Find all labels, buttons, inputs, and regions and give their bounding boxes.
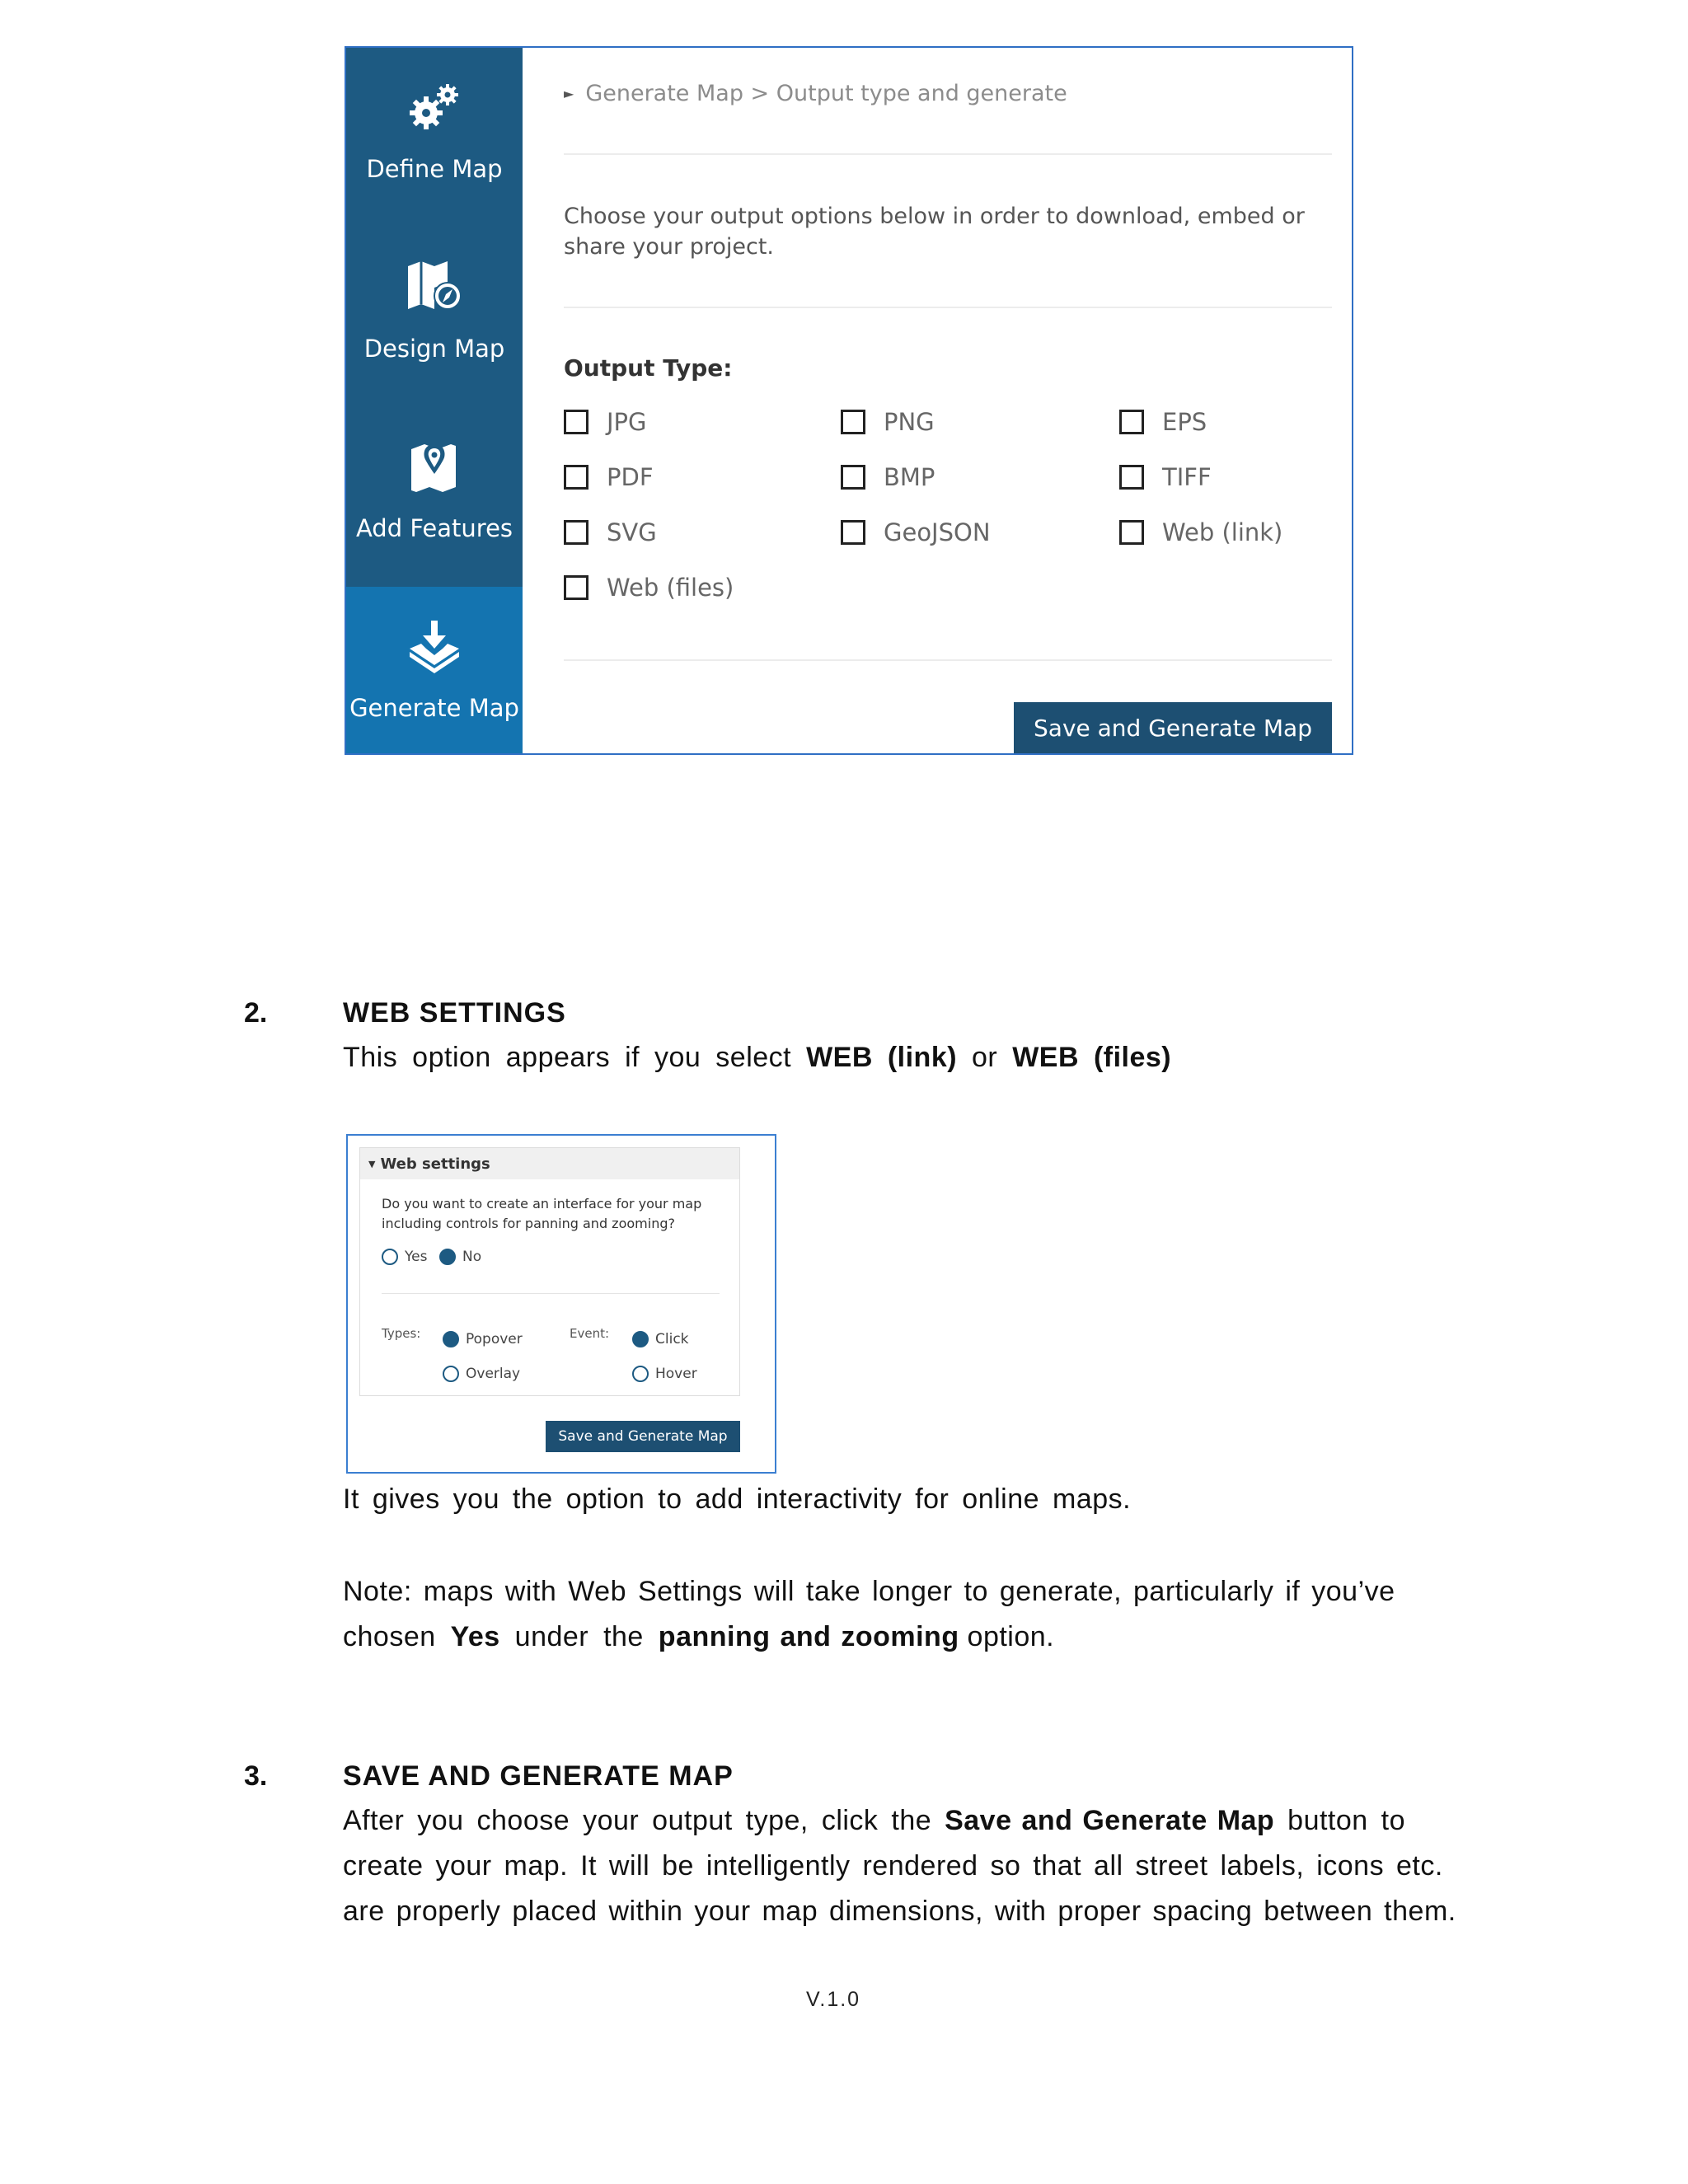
section-number: 2. xyxy=(244,997,268,1029)
note-line-1: Note: maps with Web Settings will take longer to generate, particularly if you’ve xyxy=(343,1576,1395,1607)
text: chosen xyxy=(343,1621,436,1652)
checkbox[interactable] xyxy=(841,465,865,490)
option-geojson[interactable] xyxy=(841,516,991,549)
radio-circle[interactable] xyxy=(632,1331,649,1347)
radio-popover[interactable] xyxy=(443,1331,523,1347)
option-label: Web (files) xyxy=(607,574,734,602)
option-pdf[interactable] xyxy=(564,461,654,494)
divider xyxy=(382,1293,720,1294)
checkbox[interactable] xyxy=(1119,465,1144,490)
option-label: Web (link) xyxy=(1162,518,1283,546)
web-settings-header[interactable] xyxy=(360,1148,739,1179)
checkbox[interactable] xyxy=(564,410,588,434)
sidebar-item-add-features[interactable] xyxy=(346,407,523,587)
bold-text: panning and zooming xyxy=(658,1621,959,1652)
checkbox[interactable] xyxy=(564,520,588,545)
web-settings-card xyxy=(359,1147,740,1396)
caret-down-icon: ▼ xyxy=(368,1158,376,1169)
paragraph-line-2: create your map. It will be intelligently rendered so that all street labels, icons etc. xyxy=(343,1850,1443,1882)
sidebar-item-label: Add Features xyxy=(355,514,513,542)
radio-circle[interactable] xyxy=(439,1249,456,1265)
section-title: WEB SETTINGS xyxy=(343,997,566,1029)
radio-circle[interactable] xyxy=(443,1331,459,1347)
paragraph xyxy=(343,1042,1171,1074)
radio-no[interactable] xyxy=(439,1249,481,1265)
radio-circle[interactable] xyxy=(443,1366,459,1382)
text: After you choose your output type, click the xyxy=(343,1805,932,1836)
caret-right-icon: ► xyxy=(564,86,574,101)
radio-label: Hover xyxy=(655,1366,697,1382)
bold-text: WEB (files) xyxy=(1012,1042,1172,1073)
radio-hover[interactable] xyxy=(632,1366,697,1382)
option-svg[interactable] xyxy=(564,516,657,549)
option-label: TIFF xyxy=(1162,463,1212,491)
note-line-2 xyxy=(343,1621,1054,1653)
save-and-generate-button[interactable]: Save and Generate Map xyxy=(546,1421,740,1452)
types-label: Types: xyxy=(382,1326,421,1341)
radio-circle[interactable] xyxy=(632,1366,649,1382)
generate-map-screenshot xyxy=(345,46,1353,755)
option-tiff[interactable] xyxy=(1119,461,1212,494)
text: button to xyxy=(1287,1805,1405,1836)
radio-label: Yes xyxy=(405,1249,428,1265)
option-label: JPG xyxy=(607,408,647,436)
divider xyxy=(564,153,1332,155)
text xyxy=(959,1621,968,1652)
web-settings-screenshot xyxy=(346,1134,776,1474)
text: or xyxy=(972,1042,998,1073)
section-number: 3. xyxy=(244,1760,268,1792)
output-content xyxy=(523,48,1352,753)
sidebar-item-design-map[interactable] xyxy=(346,227,523,407)
divider xyxy=(564,659,1332,661)
option-web-files[interactable] xyxy=(564,571,734,604)
sidebar-item-label: Design Map xyxy=(363,335,505,363)
radio-overlay[interactable] xyxy=(443,1366,520,1382)
sidebar-item-label: Generate Map xyxy=(349,694,519,722)
divider xyxy=(564,307,1332,308)
intro-text: Choose your output options below in order to download, embed or share your project. xyxy=(564,204,1305,260)
version-footer: V.1.0 xyxy=(806,1988,861,2011)
save-and-generate-button[interactable]: Save and Generate Map xyxy=(1014,702,1332,753)
radio-yes[interactable] xyxy=(382,1249,427,1265)
map-compass-icon xyxy=(346,254,523,320)
panning-question: Do you want to create an interface for your map including controls for panning and zooming? xyxy=(382,1196,702,1231)
breadcrumb xyxy=(564,81,1067,106)
option-web-link[interactable] xyxy=(1119,516,1282,549)
radio-circle[interactable] xyxy=(382,1249,398,1265)
option-label: BMP xyxy=(884,463,935,491)
option-label: SVG xyxy=(607,518,657,546)
option-label: PNG xyxy=(884,408,935,436)
download-tray-icon xyxy=(346,613,523,679)
sidebar-item-label: Define Map xyxy=(366,155,503,183)
checkbox[interactable] xyxy=(841,520,865,545)
option-jpg[interactable] xyxy=(564,405,647,438)
checkbox[interactable] xyxy=(1119,520,1144,545)
bold-text: Save and Generate Map xyxy=(945,1805,1275,1836)
bold-text: WEB (link) xyxy=(806,1042,958,1073)
checkbox[interactable] xyxy=(1119,410,1144,434)
sidebar xyxy=(346,48,523,753)
checkbox[interactable] xyxy=(564,575,588,600)
radio-label: Click xyxy=(655,1331,689,1347)
text: This option appears if you select xyxy=(343,1042,792,1073)
gears-icon xyxy=(346,74,523,140)
radio-label: Popover xyxy=(466,1331,523,1347)
option-label: GeoJSON xyxy=(884,518,991,546)
option-bmp[interactable] xyxy=(841,461,935,494)
radio-click[interactable] xyxy=(632,1331,689,1347)
sidebar-item-define-map[interactable] xyxy=(346,48,523,227)
radio-label: No xyxy=(462,1249,482,1265)
option-png[interactable] xyxy=(841,405,935,438)
bold-text: Yes xyxy=(450,1621,500,1652)
checkbox[interactable] xyxy=(841,410,865,434)
option-eps[interactable] xyxy=(1119,405,1207,438)
map-pin-icon xyxy=(346,434,523,499)
breadcrumb-text: Generate Map > Output type and generate xyxy=(585,81,1067,106)
checkbox[interactable] xyxy=(564,465,588,490)
sidebar-item-generate-map[interactable] xyxy=(346,587,523,755)
header-label: Web settings xyxy=(380,1155,490,1173)
radio-label: Overlay xyxy=(466,1366,521,1382)
option-label: PDF xyxy=(607,463,654,491)
paragraph-line-1 xyxy=(343,1805,1405,1837)
output-type-label: Output Type: xyxy=(564,354,733,382)
event-label: Event: xyxy=(570,1326,610,1341)
text: under the xyxy=(514,1621,644,1652)
paragraph-line-3: are properly placed within your map dimensions, with proper spacing between them. xyxy=(343,1896,1456,1927)
section-title: SAVE AND GENERATE MAP xyxy=(343,1760,734,1792)
option-label: EPS xyxy=(1162,408,1207,436)
paragraph: It gives you the option to add interactivity for online maps. xyxy=(343,1483,1132,1515)
text: option. xyxy=(967,1621,1055,1652)
